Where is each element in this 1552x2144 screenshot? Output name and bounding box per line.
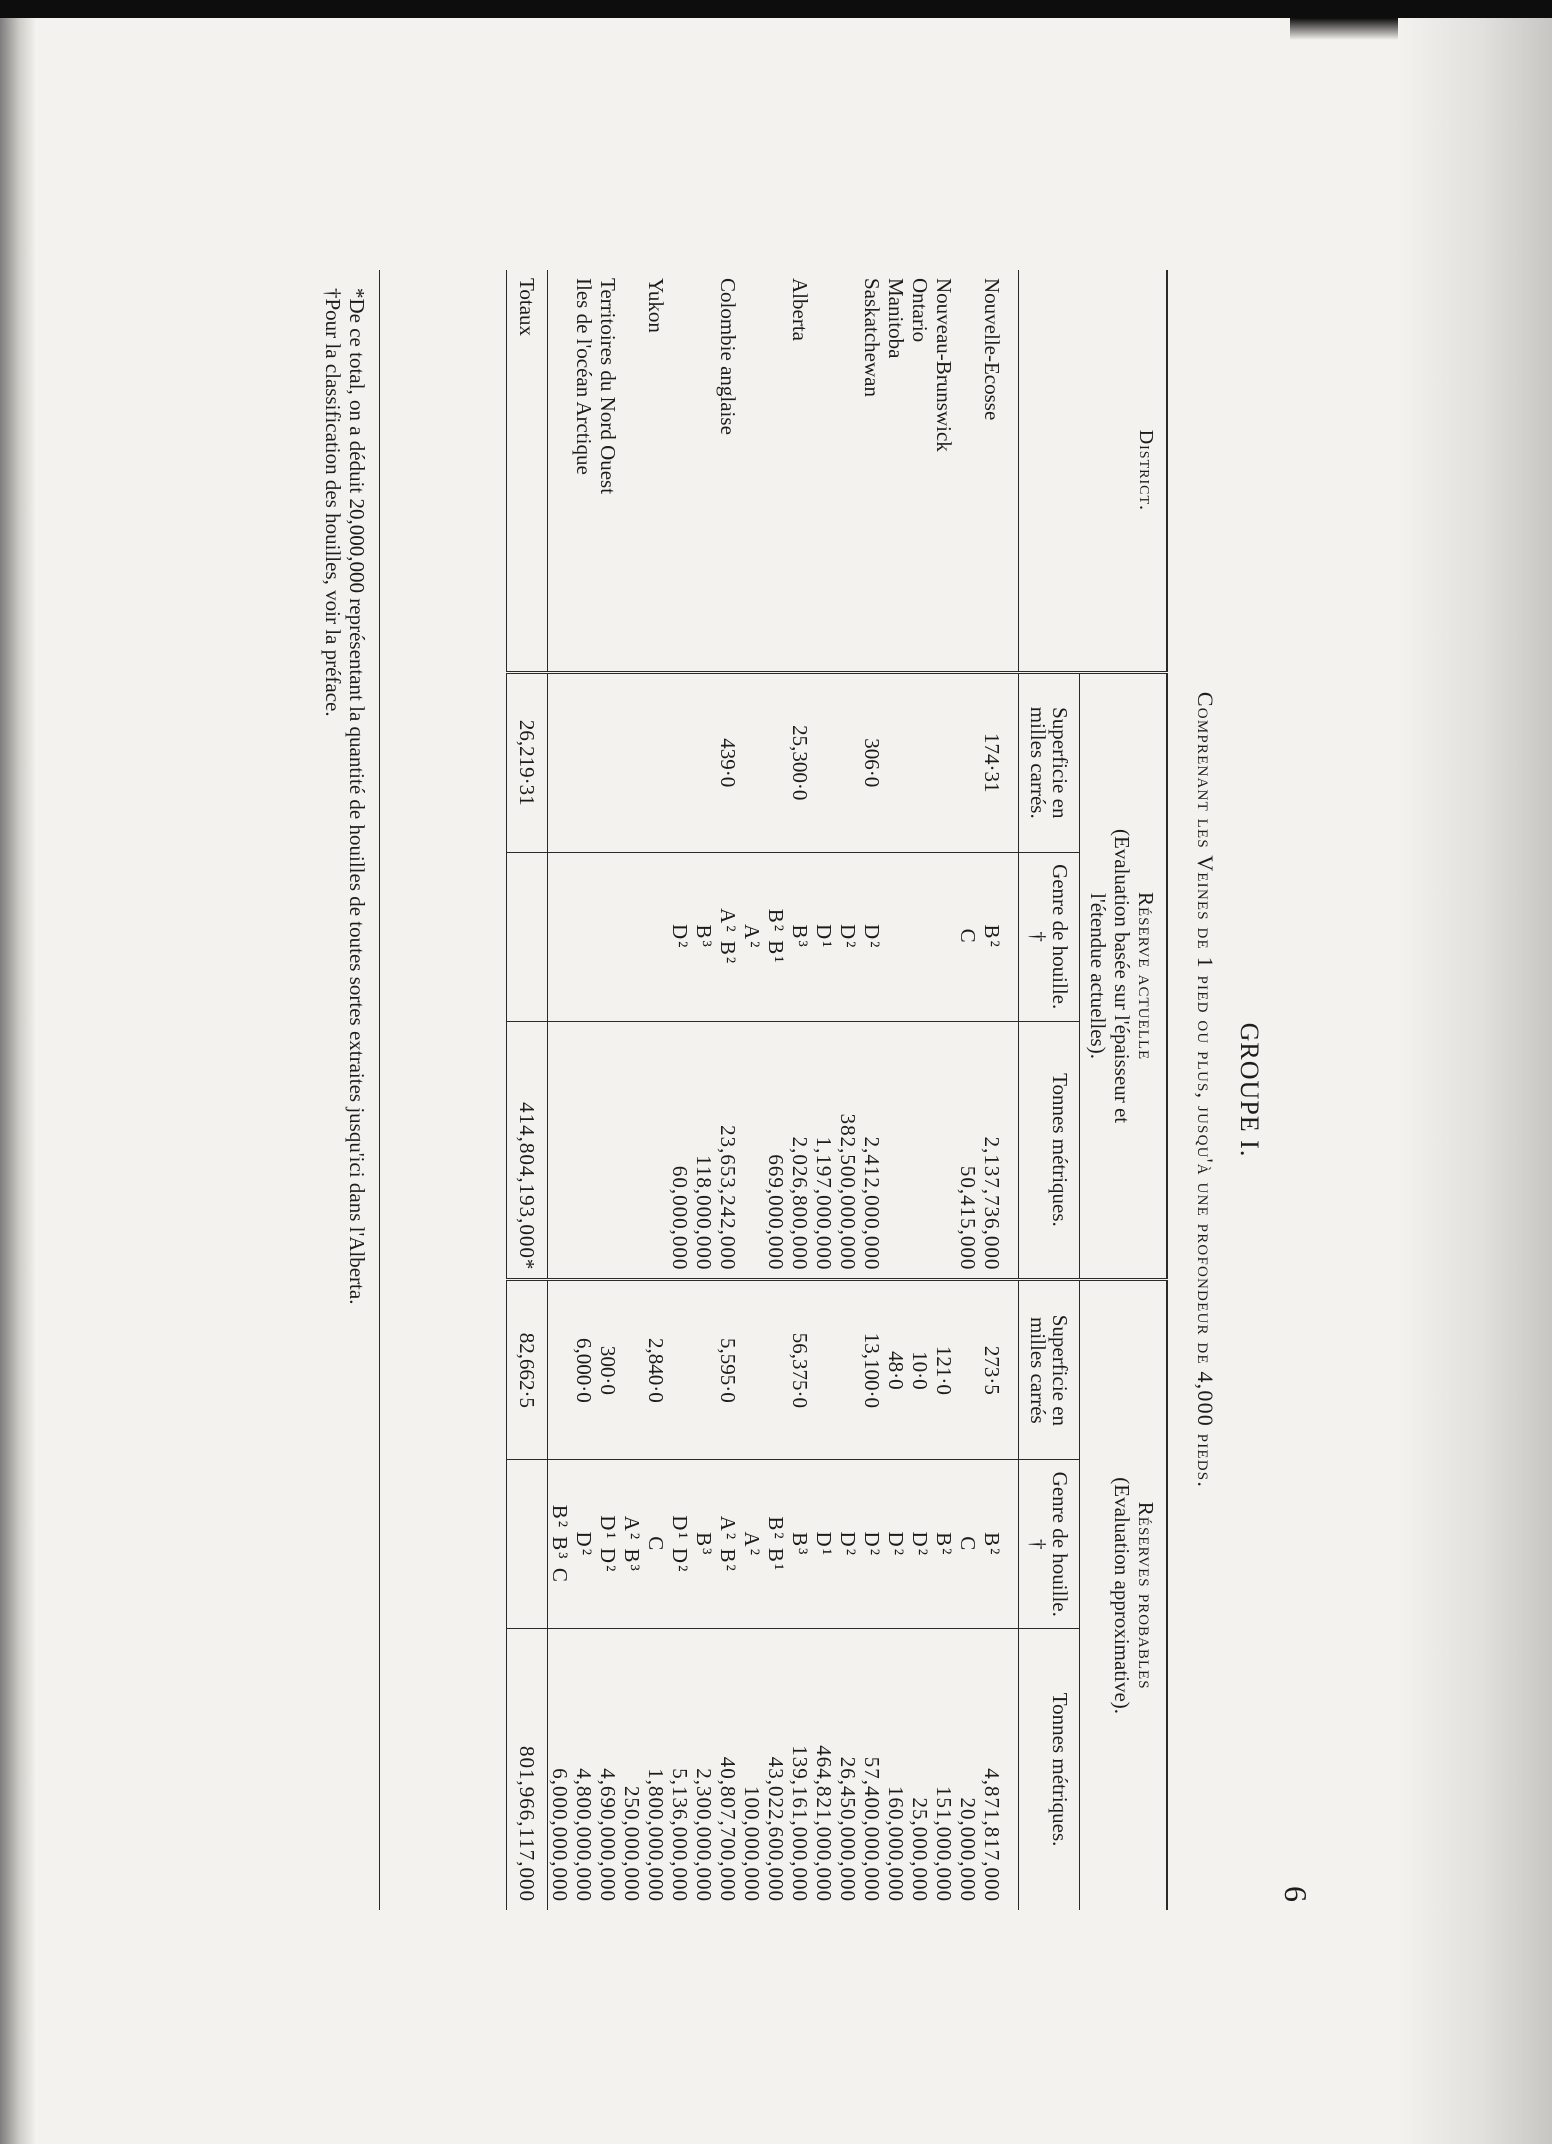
probable-coal-type: D² bbox=[860, 1460, 884, 1629]
district-name bbox=[620, 270, 644, 672]
table-row bbox=[956, 270, 980, 1910]
footnotes bbox=[321, 270, 380, 1910]
probable-coal-type: C bbox=[644, 1460, 668, 1629]
actual-tonnes bbox=[740, 1021, 764, 1280]
probable-coal-type: C bbox=[956, 1460, 980, 1629]
probable-coal-type: B² bbox=[932, 1460, 956, 1629]
rotated-page-content bbox=[260, 270, 1320, 1910]
probable-tonnes: 40,807,700,000 bbox=[716, 1629, 740, 1910]
actual-tonnes: 23,653,242,000 bbox=[716, 1021, 740, 1280]
actual-tonnes: 2,026,800,000 bbox=[788, 1021, 812, 1280]
totals-probable-area: 82,662·5 bbox=[507, 1280, 548, 1460]
page-left-shadow bbox=[0, 18, 36, 2144]
probable-coal-type: D² bbox=[572, 1460, 596, 1629]
district-name: Colombie anglaise bbox=[716, 270, 740, 672]
table-row bbox=[860, 270, 884, 1910]
actual-coal-type bbox=[884, 852, 908, 1021]
actual-area bbox=[836, 672, 860, 852]
probable-tonnes: 2,300,000,000 bbox=[692, 1629, 716, 1910]
probable-tonnes: 26,450,000,000 bbox=[836, 1629, 860, 1910]
actual-area bbox=[764, 672, 788, 852]
district-name bbox=[692, 270, 716, 672]
probable-area: 2,840·0 bbox=[644, 1280, 668, 1460]
district-name: Saskatchewan bbox=[860, 270, 884, 672]
actual-area bbox=[692, 672, 716, 852]
actual-coal-type: D² bbox=[668, 852, 692, 1021]
actual-tonnes bbox=[548, 1021, 573, 1280]
table-row bbox=[932, 270, 956, 1910]
actual-coal-type bbox=[908, 852, 932, 1021]
district-name bbox=[668, 270, 692, 672]
actual-area bbox=[620, 672, 644, 852]
probable-coal-type: B² B³ C bbox=[548, 1460, 573, 1629]
probable-tonnes: 4,871,817,000 bbox=[980, 1629, 1019, 1910]
totals-probable-tonnes: 801,966,117,000 bbox=[507, 1629, 548, 1910]
actual-tonnes bbox=[908, 1021, 932, 1280]
probable-coal-type: A² bbox=[740, 1460, 764, 1629]
probable-area bbox=[740, 1280, 764, 1460]
actual-area: 25,300·0 bbox=[788, 725, 812, 801]
probable-tonnes: 4,800,000,000 bbox=[572, 1629, 596, 1910]
page-gutter bbox=[1398, 18, 1552, 2144]
probable-area bbox=[836, 1280, 860, 1460]
totals-row bbox=[507, 270, 548, 1910]
probable-coal-type: B³ bbox=[692, 1460, 716, 1629]
probable-tonnes: 20,000,000 bbox=[956, 1629, 980, 1910]
table-row bbox=[980, 270, 1019, 1910]
probable-tonnes: 250,000,000 bbox=[620, 1629, 644, 1910]
probable-area bbox=[620, 1280, 644, 1460]
probable-tonnes: 100,000,000 bbox=[740, 1629, 764, 1910]
actual-tonnes: 2,137,736,000 bbox=[980, 1021, 1019, 1280]
totals-label: Totaux bbox=[507, 270, 548, 672]
actual-reserve-title: Réserve actuelle bbox=[1134, 891, 1158, 1061]
actual-coal-type: D¹ bbox=[812, 852, 836, 1021]
actual-coal-type: D² bbox=[860, 852, 884, 1021]
table-row bbox=[692, 270, 716, 1910]
probable-tonnes: 464,821,000,000 bbox=[812, 1629, 836, 1910]
actual-coal-type bbox=[644, 852, 668, 1021]
district-name bbox=[764, 270, 788, 672]
actual-area bbox=[668, 672, 692, 852]
table-row bbox=[740, 270, 764, 1910]
district-name: Yukon bbox=[644, 270, 668, 672]
actual-area-header: Superficie en milles carrés. bbox=[1019, 672, 1080, 852]
actual-coal-type bbox=[932, 852, 956, 1021]
district-name: Nouvelle-Ecosse bbox=[980, 270, 1019, 672]
table-row bbox=[716, 270, 740, 1910]
page-number: 6 bbox=[1278, 1886, 1314, 1902]
actual-reserve-header bbox=[1080, 672, 1168, 1280]
probable-tonnes: 160,000,000 bbox=[884, 1629, 908, 1910]
probable-area: 273·5 bbox=[980, 1280, 1019, 1460]
district-header: District. bbox=[1019, 270, 1168, 672]
actual-coal-type bbox=[596, 852, 620, 1021]
actual-area bbox=[572, 672, 596, 852]
actual-coal-type: B² B¹ bbox=[764, 852, 788, 1021]
table-row bbox=[812, 270, 836, 1910]
probable-area: 6,000·0 bbox=[572, 1280, 596, 1460]
table-row bbox=[572, 270, 596, 1910]
table-row bbox=[596, 270, 620, 1910]
probable-area: 56,375·0 bbox=[788, 1280, 812, 1460]
table-body bbox=[548, 270, 1019, 1910]
probable-tonnes: 5,136,000,000 bbox=[668, 1629, 692, 1910]
probable-tonnes-header: Tonnes métriques. bbox=[1019, 1629, 1080, 1910]
probable-coal-type: B² bbox=[980, 1460, 1019, 1629]
totals-actual-area: 26,219·31 bbox=[507, 672, 548, 852]
table-row bbox=[884, 270, 908, 1910]
district-name: Iles de l'océan Arctique bbox=[572, 270, 596, 672]
probable-area: 300·0 bbox=[596, 1280, 620, 1460]
district-name: Alberta bbox=[788, 270, 812, 672]
district-name bbox=[548, 270, 573, 672]
actual-area bbox=[740, 672, 764, 852]
district-name: Nouveau-Brunswick bbox=[932, 270, 956, 672]
probable-coal-type: D² bbox=[908, 1460, 932, 1629]
footnote-star: *De ce total, on a déduit 20,000,000 représentant la quantité de houilles de toutes sortes extraites jusqu'ici dans l'Alberta. bbox=[345, 288, 369, 1305]
actual-reserve-note-1: (Evaluation basée sur l'épaisseur et bbox=[1110, 828, 1134, 1124]
probable-tonnes: 151,000,000 bbox=[932, 1629, 956, 1910]
actual-area bbox=[956, 672, 980, 852]
actual-area bbox=[812, 672, 836, 852]
actual-coal-type: B³ bbox=[788, 852, 812, 1021]
probable-area bbox=[692, 1280, 716, 1460]
probable-type-header: Genre de houille. † bbox=[1019, 1460, 1080, 1629]
probable-area-header: Superficie en milles carrés bbox=[1019, 1280, 1080, 1460]
actual-tonnes: 50,415,000 bbox=[956, 1021, 980, 1280]
probable-area bbox=[548, 1280, 573, 1460]
actual-tonnes: 382,500,000,000 bbox=[836, 1021, 860, 1280]
probable-coal-type: A² B³ bbox=[620, 1460, 644, 1629]
probable-area: 48·0 bbox=[884, 1280, 908, 1460]
group-title: GROUPE I. bbox=[1235, 1022, 1264, 1158]
actual-tonnes: 1,197,000,000 bbox=[812, 1021, 836, 1280]
probable-area: 5,595·0 bbox=[716, 1280, 740, 1460]
actual-tonnes: 2,412,000,000 bbox=[860, 1021, 884, 1280]
district-name: Territoires du Nord Ouest bbox=[596, 270, 620, 672]
actual-reserve-note-2: l'étendue actuelles). bbox=[1086, 893, 1110, 1059]
table-row bbox=[836, 270, 860, 1910]
probable-area bbox=[764, 1280, 788, 1460]
actual-coal-type bbox=[548, 852, 573, 1021]
district-name: Ontario bbox=[908, 270, 932, 672]
table-row bbox=[668, 270, 692, 1910]
table-subtitle: Comprenant les Veines de 1 pied ou plus, jusqu'à une profondeur de 4,000 pieds. bbox=[1193, 691, 1218, 1489]
probable-area bbox=[668, 1280, 692, 1460]
actual-coal-type bbox=[572, 852, 596, 1021]
probable-coal-type: D¹ bbox=[812, 1460, 836, 1629]
actual-area bbox=[548, 672, 573, 852]
probable-area bbox=[956, 1280, 980, 1460]
probable-tonnes: 25,000,000 bbox=[908, 1629, 932, 1910]
actual-coal-type: B² bbox=[980, 852, 1019, 1021]
actual-tonnes: 118,000,000 bbox=[692, 1021, 716, 1280]
probable-tonnes: 4,690,000,000 bbox=[596, 1629, 620, 1910]
actual-area bbox=[884, 672, 908, 852]
actual-area bbox=[908, 672, 932, 852]
actual-coal-type: A² bbox=[740, 852, 764, 1021]
totals-actual-type bbox=[507, 852, 548, 1021]
actual-tonnes bbox=[572, 1021, 596, 1280]
coal-reserves-table bbox=[506, 270, 1168, 1910]
actual-type-header: Genre de houille. † bbox=[1019, 852, 1080, 1021]
probable-tonnes: 139,161,000,000 bbox=[788, 1629, 812, 1910]
probable-area: 13,100·0 bbox=[860, 1280, 884, 1460]
district-name: Manitoba bbox=[884, 270, 908, 672]
actual-area: 439·0 bbox=[716, 738, 740, 788]
actual-area: 306·0 bbox=[860, 738, 884, 788]
actual-coal-type: B³ bbox=[692, 852, 716, 1021]
footnote-rule bbox=[379, 270, 380, 1910]
table-row bbox=[548, 270, 573, 1910]
probable-reserve-title: Réserves probables bbox=[1134, 1501, 1158, 1690]
district-name bbox=[836, 270, 860, 672]
table-row bbox=[764, 270, 788, 1910]
totals-probable-type bbox=[507, 1460, 548, 1629]
probable-coal-type: D² bbox=[884, 1460, 908, 1629]
table-row bbox=[788, 270, 812, 1910]
district-name bbox=[812, 270, 836, 672]
probable-area: 121·0 bbox=[932, 1280, 956, 1460]
actual-tonnes bbox=[596, 1021, 620, 1280]
header-row-groups bbox=[1080, 270, 1168, 1910]
probable-tonnes: 57,400,000,000 bbox=[860, 1629, 884, 1910]
footnote-dagger: †Pour la classification des houilles, voir la préface. bbox=[321, 288, 345, 717]
actual-coal-type: A² B² bbox=[716, 852, 740, 1021]
actual-area bbox=[596, 672, 620, 852]
actual-area: 174·31 bbox=[980, 733, 1004, 793]
actual-tonnes bbox=[884, 1021, 908, 1280]
probable-coal-type: B² B¹ bbox=[764, 1460, 788, 1629]
actual-coal-type: D² bbox=[836, 852, 860, 1021]
actual-tonnes bbox=[644, 1021, 668, 1280]
actual-coal-type: C bbox=[956, 852, 980, 1021]
probable-coal-type: D¹ D² bbox=[596, 1460, 620, 1629]
probable-coal-type: B³ bbox=[788, 1460, 812, 1629]
actual-area bbox=[644, 672, 668, 852]
table-row bbox=[908, 270, 932, 1910]
probable-area bbox=[812, 1280, 836, 1460]
actual-area bbox=[932, 672, 956, 852]
table-row bbox=[644, 270, 668, 1910]
probable-reserve-header bbox=[1080, 1280, 1168, 1910]
actual-tonnes: 669,000,000 bbox=[764, 1021, 788, 1280]
probable-coal-type: D² bbox=[836, 1460, 860, 1629]
actual-tonnes bbox=[932, 1021, 956, 1280]
probable-coal-type: D¹ D² bbox=[668, 1460, 692, 1629]
actual-tonnes-header: Tonnes métriques. bbox=[1019, 1021, 1080, 1280]
probable-area: 10·0 bbox=[908, 1280, 932, 1460]
probable-reserve-note: (Evaluation approximative). bbox=[1110, 1477, 1134, 1715]
actual-coal-type bbox=[620, 852, 644, 1021]
district-name bbox=[740, 270, 764, 672]
district-name bbox=[956, 270, 980, 672]
totals-actual-tonnes: 414,804,193,000* bbox=[507, 1021, 548, 1280]
actual-tonnes: 60,000,000 bbox=[668, 1021, 692, 1280]
probable-tonnes: 1,800,000,000 bbox=[644, 1629, 668, 1910]
probable-coal-type: A² B² bbox=[716, 1460, 740, 1629]
table-row bbox=[620, 270, 644, 1910]
probable-tonnes: 6,000,000,000 bbox=[548, 1629, 573, 1910]
actual-tonnes bbox=[620, 1021, 644, 1280]
probable-tonnes: 43,022,600,000 bbox=[764, 1629, 788, 1910]
